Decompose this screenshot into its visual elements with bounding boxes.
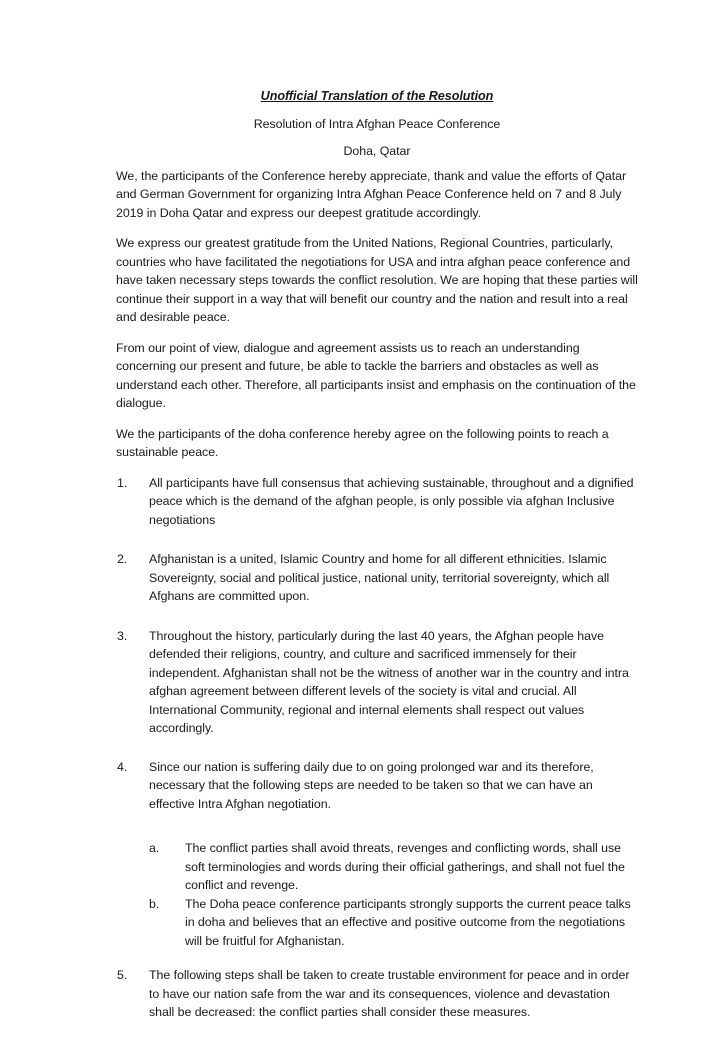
paragraph-gratitude: We express our greatest gratitude from the United Nations, Regional Countries, particularly, countries who have facilitated the negotiations for USA and intra afghan peace conference and have taken necessary steps towards the conflict resolution. We are hoping that these parties will continue their support in a way that will benefit our country and the nation and result into a real and desirable peace. <box>116 236 638 324</box>
point-text: The following steps shall be taken to create trustable environment for peace and in order to have our nation safe from the war and its consequences, violence and devastation shall be decreased: the conflict parties shall consider these measures. <box>149 968 630 1019</box>
point-number: 4. <box>117 759 128 774</box>
list-item <box>116 627 638 738</box>
sub-point-text: The conflict parties shall avoid threats, revenges and conflicting words, shall use soft terminologies and words during their official gatherings, and shall not fuel the conflict and revenge. <box>185 841 625 892</box>
point-text: Throughout the history, particularly during the last 40 years, the Afghan people have defended their religions, country, and culture and sacrificed immensely for their independent. Afghanistan shall not be the witness of another war in the country and intra afghan agreement between different levels of the society is vital and crucial. All International Community, regional and internal elements shall respect out values accordingly. <box>149 628 629 735</box>
paragraph-dialogue: From our point of view, dialogue and agreement assists us to reach an understanding concerning our present and future, be able to tackle the barriers and obstacles as well as understand each other. Therefore, all participants insist and emphasis on the continuation of the dialogue. <box>116 340 636 410</box>
paragraph-appreciation: We, the participants of the Conference hereby appreciate, thank and value the efforts of Qatar and German Government for organizing Intra Afghan Peace Conference held on 7 and 8 July 2019 in Doha Qatar and express our deepest gratitude accordingly. <box>116 168 627 220</box>
point-text: Since our nation is suffering daily due to on going prolonged war and its therefore, necessary that the following steps are needed to be taken so that we can have an effective Intra Afghan negotiation. <box>149 759 594 811</box>
paragraph-agreement: We the participants of the doha conference hereby agree on the following points to reach a sustainable peace. <box>116 426 609 459</box>
list-item <box>116 758 638 951</box>
sub-point-text: The Doha peace conference participants strongly supports the current peace talks in doha and believes that an effective and positive outcome from the negotiations will be fruitful for Afghanistan. <box>185 896 631 948</box>
document-subtitle: Resolution of Intra Afghan Peace Conference <box>253 116 501 131</box>
sub-point-letter: a. <box>149 841 160 855</box>
list-item <box>116 474 638 530</box>
document-title: Unofficial Translation of the Resolution <box>260 89 494 103</box>
point-number: 5. <box>117 968 128 982</box>
point-body <box>149 758 638 951</box>
point-text: All participants have full consensus that achieving sustainable, throughout and a dignified peace which is the demand of the afghan people, is only possible via afghan Inclusive negotiations <box>149 475 634 527</box>
document-place: Doha, Qatar <box>343 144 411 158</box>
sub-list-item <box>149 895 638 951</box>
sub-list-item <box>149 839 638 895</box>
list-item <box>116 550 638 606</box>
sub-point-letter: b. <box>149 896 160 911</box>
points-list <box>116 474 638 1022</box>
point-text: Afghanistan is a united, Islamic Country and home for all different ethnicities. Islamic Sovereignty, social and political justice, national unity, territorial sovereignty, which all Afghans are committed upon. <box>149 552 610 603</box>
point-number: 3. <box>117 628 128 643</box>
point-number: 1. <box>117 475 128 490</box>
list-item <box>116 966 638 1022</box>
document-body <box>116 87 638 1040</box>
point-number: 2. <box>117 552 128 566</box>
sub-points-list <box>149 839 638 950</box>
